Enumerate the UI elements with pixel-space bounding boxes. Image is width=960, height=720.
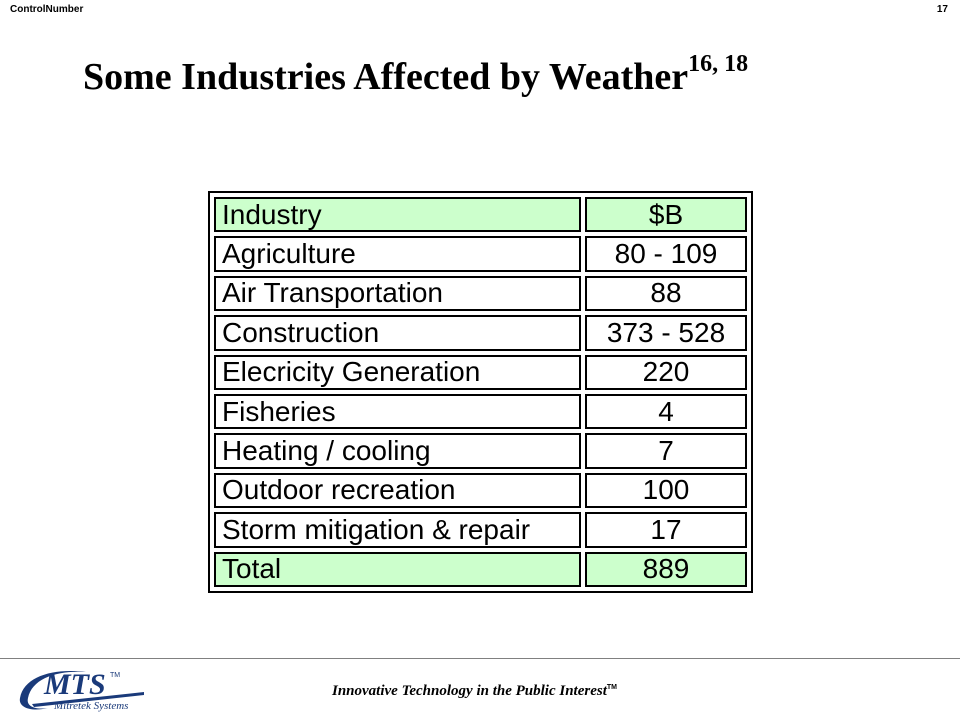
row-industry: Air Transportation [214,276,581,311]
row-industry: Construction [214,315,581,350]
industry-table [208,191,753,593]
tagline-trademark: TM [606,684,617,691]
mts-logo [14,668,164,714]
table-row [214,473,747,508]
row-industry: Heating / cooling [214,433,581,468]
row-value: 80 - 109 [585,236,747,271]
row-industry: Elecricity Generation [214,355,581,390]
table-row [214,276,747,311]
tagline-text: Innovative Technology in the Public Interest [332,683,607,699]
table-total-row [214,552,747,587]
row-value: 88 [585,276,747,311]
row-industry: Outdoor recreation [214,473,581,508]
table-row [214,433,747,468]
total-value: 889 [585,552,747,587]
row-industry: Fisheries [214,394,581,429]
slide-title [83,51,749,98]
slide-title-text: Some Industries Affected by Weather [83,56,689,98]
logo-trademark: TM [110,672,121,679]
header-industry: Industry [214,197,581,232]
row-industry: Agriculture [214,236,581,271]
logo-subtitle: Mitretek Systems [54,700,129,712]
row-value: 100 [585,473,747,508]
total-label: Total [214,552,581,587]
header-value: $B [585,197,747,232]
row-industry: Storm mitigation & repair [214,512,581,547]
industry-table-grid [210,193,751,591]
table-row [214,355,747,390]
page-number: 17 [936,4,948,15]
row-value: 17 [585,512,747,547]
logo-text: MTS [44,668,106,701]
footer-tagline [332,683,617,700]
table-row [214,512,747,547]
footer-divider [0,658,960,659]
table-row [214,394,747,429]
table-header-row [214,197,747,232]
row-value: 4 [585,394,747,429]
row-value: 7 [585,433,747,468]
table-row [214,315,747,350]
control-number-label: ControlNumber [10,4,84,15]
row-value: 373 - 528 [585,315,747,350]
row-value: 220 [585,355,747,390]
table-row [214,236,747,271]
title-citation: 16, 18 [688,51,749,78]
